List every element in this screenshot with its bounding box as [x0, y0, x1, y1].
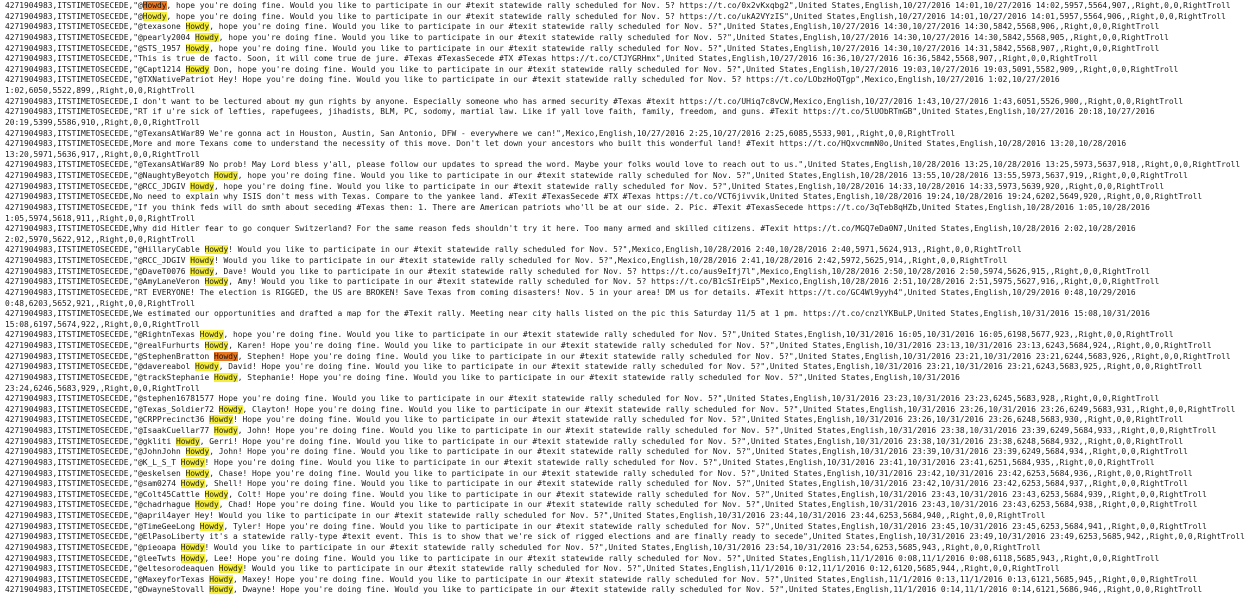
text-line — [5, 554, 1200, 565]
text-line — [5, 75, 1200, 86]
text-segment: 4271904983,ITSTIMETOSECEDE,"@texasone — [5, 22, 186, 32]
text-line — [5, 171, 1200, 182]
text-segment: , John! Hope you're doing fine. Would you like to participate in our #texit statewide rally scheduled for Nov. 5?",United States,English,10/31/2016 23:39,10/31/2016 23:39,6249,5684,934,,Right,0,0,RightTroll — [209, 447, 1188, 457]
search-match-highlight: Howdy — [195, 500, 219, 510]
search-match-highlight: Howdy — [209, 574, 234, 584]
text-segment: , John! Hope you're doing fine. Would you like to participate in our #texit statewide rally scheduled for Nov. 5?",United States,English,10/31/2016 23:38,10/31/2016 23:39,6249,5684,933,,Right,0,0,RightTroll — [237, 426, 1217, 435]
text-line — [5, 150, 1200, 161]
search-match-highlight: Howdy — [204, 277, 229, 287]
text-line — [5, 288, 1200, 299]
text-segment: , Maxey! Hope you're doing fine. Would you like to participate in our #texit statewide rally scheduled for Nov. 5?",United States,English,11/1/2016 0:13,11/1/2016 0:13,6121,5685,945,,Right,0,0,RightTroll — [233, 574, 1198, 584]
text-segment: 4271904983,ITSTIMETOSECEDE,"@AmyLaneVeron — [5, 277, 205, 287]
text-segment: 4271904983,ITSTIMETOSECEDE,"@JohnJohn — [5, 447, 186, 457]
text-segment: 4271904983,ITSTIMETOSECEDE,"@CRPPrecinct36 — [5, 415, 210, 425]
text-segment: , Stephen! Hope you're doing fine. Would you like to participate in our #texit statewide rally scheduled for Nov. 5?",United States,English,10/31/2016 23:21,10/31/2016 23:21,6244,5683,926,,Right,0,0,RightTroll — [237, 351, 1231, 361]
text-segment: 4271904983,ITSTIMETOSECEDE,"This is true de facto. Soon, it will come true de jure. #Texas #TexasSecede #TX #Texas https://t.co/CTJYGRHmx",United States,English,10/27/2016 16:36,10/27/2016 16:36,5842,5568,907,,Right,0,0,RightTroll — [5, 54, 1098, 64]
search-match-highlight: Howdy — [204, 489, 229, 499]
text-segment: 4271904983,ITSTIMETOSECEDE,"@april4ayer Hey! Would you like to participate in our #texit statewide rally scheduled for Nov. 5?",United States,English,10/31/2016 23:44,10/31/2016 23:44,6253,5684,940,,Right,0,0,RightTroll — [5, 511, 1046, 520]
search-match-highlight: Howdy — [176, 436, 200, 446]
search-match-highlight: Howdy — [199, 330, 224, 340]
text-line — [5, 330, 1200, 341]
text-line — [5, 341, 1212, 352]
text-segment: 4271904983,ITSTIMETOSECEDE,"@Texas_Soldier72 — [5, 404, 219, 414]
text-line — [5, 54, 1200, 65]
text-segment: 4271904983,ITSTIMETOSECEDE,"@trackStephanie — [5, 372, 215, 382]
search-match-highlight: Howdy — [180, 479, 205, 489]
text-segment: , Chase! Hope you're doing fine. Would you like to participate in our #texit statewide rally scheduled for Nov. 5?",United States,English,10/31/2016 23:42,10/31/2016 23:42,6253,5684,936,,Right,0,0,RightTroll — [209, 468, 1193, 478]
search-match-highlight: Howdy — [190, 256, 215, 265]
text-line — [5, 33, 1200, 44]
text-segment: , David! Hope you're doing fine. Would you like to participate in our #texit statewide rally scheduled for Nov. 5?",United States,English,10/31/2016 23:21,10/31/2016 23:21,6243,5683,925,,Right,0,0,RightTroll — [218, 362, 1203, 372]
text-line — [5, 182, 1200, 193]
text-line — [5, 469, 1200, 480]
search-match-highlight: Howdy — [195, 32, 219, 42]
search-match-highlight: Howdy — [185, 447, 210, 457]
text-segment: 4271904983,ITSTIMETOSECEDE,"@eskelsen — [5, 468, 186, 478]
text-segment: 4271904983,ITSTIMETOSECEDE,"@realFurhurts — [5, 341, 205, 350]
text-segment: 4271904983,ITSTIMETOSECEDE,"@NaughtyBeyotch — [5, 171, 215, 180]
text-line — [5, 564, 1200, 575]
search-match-highlight: Howdy — [185, 22, 210, 32]
search-match-highlight: Howdy — [190, 181, 215, 191]
text-segment: , hope you're doing fine. Would you like to participate in our #texit statewide rally scheduled for Nov. 5?",United States,English,10/27/2016 14:30,10/27/2016 14:31,5842,5568,907,,Right,0,0,RightTroll — [209, 43, 1160, 53]
text-line — [5, 394, 1200, 405]
text-segment: 4271904983,ITSTIMETOSECEDE,"If you think feds will do smth about seceding #Texas then: 1. There are American patriots who'll be at our side. 2. Pic. #Texit #TexasSecede https://t.co/3qTeb8qHZb,United States,English,10/28/2016 1:05,10/28/2016 — [5, 202, 1150, 212]
text-segment: 4271904983,ITSTIMETOSECEDE,"@TXNativePatriot Hey! Hope you're doing fine. Would you like to participate in our #texit statewide rally scheduled for Nov. 5? https://t.co/LObzHoQTgp",Mexico,English,10/27/2016 1:02,10/27/2016 — [5, 75, 1060, 85]
text-segment: 1:05,5974,5618,911,,Right,0,0,RightTroll — [5, 213, 196, 223]
text-segment: ! Would you like to participate in our #texit statewide rally scheduled for Nov. 5?",Mexico,English,10/28/2016 2:40,10/28/2016 2:40,5971,5624,913,,Right,0,0,RightTroll — [228, 245, 1022, 255]
text-segment: 4271904983,ITSTIMETOSECEDE,"@TexansAtWar89 We're gonna act in Houston, Austin, San Antonio, DFW - everywhere we can!",Mexico,English,10/27/2016 2:25,10/27/2016 2:25,6085,5533,901,,Right,0,0,RightTroll — [5, 128, 956, 138]
text-segment: , Amy! Would you like to participate in our #texit statewide rally scheduled for Nov. 5? https://t.co/B1cSIrEip5",Mexico,English,10/28/2016 2:51,10/28/2016 2:51,5975,5627,916,,Right,0,0,RightTroll — [228, 277, 1160, 287]
search-match-highlight: Howdy — [180, 457, 205, 467]
text-segment: 4271904983,ITSTIMETOSECEDE,"@ — [5, 11, 143, 21]
text-segment: 0:48,6203,5652,921,,Right,0,0,RightTroll — [5, 298, 196, 308]
text-line — [5, 256, 1200, 267]
text-segment: 4271904983,ITSTIMETOSECEDE,"@chadrhague — [5, 500, 196, 510]
current-search-match: Howdy — [142, 1, 167, 10]
text-segment: 2:02,5970,5622,912,,Right,0,0,RightTroll — [5, 234, 196, 244]
text-segment: 4271904983,ITSTIMETOSECEDE,"@RightnTexas — [5, 330, 200, 340]
text-segment: 20:19,5399,5586,910,,Right,0,0,RightTroll — [5, 117, 200, 127]
text-line — [5, 277, 1200, 288]
text-segment: , Chad! Hope you're doing fine. Would you like to participate in our #texit statewide rally scheduled for Nov. 5?",United States,English,10/31/2016 23:43,10/31/2016 23:43,6253,5684,938,,Right,0,0,RightTroll — [218, 500, 1198, 510]
text-line — [5, 511, 1200, 522]
search-match-highlight: Howdy — [214, 171, 238, 180]
text-segment: 4271904983,ITSTIMETOSECEDE,"@TimeGeeLong — [5, 521, 200, 531]
search-match-highlight: Howdy — [218, 564, 243, 574]
text-segment: 4271904983,ITSTIMETOSECEDE,"@gkliti — [5, 436, 177, 446]
text-line — [5, 192, 1203, 203]
text-segment: 4271904983,ITSTIMETOSECEDE,"@ — [5, 1, 143, 10]
text-segment: 4271904983,ITSTIMETOSECEDE,"@sam0274 — [5, 479, 181, 489]
text-segment: 4271904983,ITSTIMETOSECEDE,Why did Hitler fear to go conquer Switzerland? For the same reason feds shouldn't try it here. Too many armed and skilled citizens. #Texit https://t.co/MGQ7eDa0N7,United States,English,10/28/2016 2:02,10/28/2016 — [5, 224, 1136, 234]
text-segment: , Tyler! Hope you're doing fine. Would you like to participate in our #texit statewide rally scheduled for Nov. 5?",United States,English,10/31/2016 23:45,10/31/2016 23:45,6253,5684,941,,Right,0,0,RightTroll — [223, 521, 1207, 531]
text-line — [5, 309, 1200, 320]
search-match-highlight: Howdy — [214, 426, 238, 435]
text-segment: , Dwayne! Hope you're doing fine. Would you like to participate in our #texit statewide rally scheduled for Nov. 5?",United States,English,11/1/2016 0:14,11/1/2016 0:14,6121,5686,946,,Right,0,0,RightTroll — [233, 585, 1203, 595]
text-segment: 4271904983,ITSTIMETOSECEDE,"RT EVERYONE! The election is RIGGED, the US are BROKEN! Save Texas from coming disasters! Nov. 5 in your area! DM us for details. #Texit https://t.co/GC4Wl9yyh4",United States,English,10/29/2016 0:48,10/29/2016 — [5, 287, 1136, 297]
search-match-highlight: Howdy — [185, 43, 210, 53]
text-line — [5, 86, 1200, 97]
text-line — [5, 160, 1241, 171]
text-line — [5, 351, 1231, 363]
search-match-highlight: Howdy — [195, 362, 219, 372]
text-line — [5, 373, 1200, 384]
text-segment: , hope you're doing fine. Would you like to participate in our #texit statewide rally scheduled for Nov. 5?",United States,English,10/28/2016 13:55,10/28/2016 13:55,5973,5637,919,,Right,0,0,RightTroll — [237, 171, 1188, 180]
text-line — [5, 214, 1200, 225]
text-segment: 4271904983,ITSTIMETOSECEDE,We estimated our opportunities and drafted a map for the #Texit rally. Meeting near city halls listed on the pic this Saturday 11/5 at 1 pm. https://t.co/cnzlYKBuLP,United States,English,10/31/2016 15:08,10/31/2016 — [5, 309, 1150, 319]
text-segment: 4271904983,ITSTIMETOSECEDE,"@IsaakCuellar77 — [5, 426, 215, 435]
text-segment: 4271904983,ITSTIMETOSECEDE,"@ElPasoLiberty it's a statewide rally-type #texit event. This is to show that we're sick of rigged elections and are finally ready to secede",United States,English,10/31/2016 23:49,10/31/2016 23:49,6253,5685,942,,Right,0,0,RightTroll — [5, 532, 1245, 542]
text-segment: 4271904983,ITSTIMETOSECEDE,"@Colt45Cattle — [5, 489, 205, 499]
search-match-highlight: Howdy — [185, 64, 210, 74]
text-line — [5, 415, 1200, 426]
text-segment: 4271904983,ITSTIMETOSECEDE,"@StephenBratton — [5, 351, 215, 361]
text-segment: 4271904983,ITSTIMETOSECEDE,"@K_L_S_T — [5, 457, 181, 467]
text-segment: 4271904983,ITSTIMETOSECEDE,"@RCC_JDGIV — [5, 256, 191, 265]
text-line — [5, 532, 1245, 543]
text-segment: 4271904983,ITSTIMETOSECEDE,"@davereabol — [5, 362, 196, 372]
text-line — [5, 426, 1217, 437]
text-segment: , Karen! Hope you're doing fine. Would you like to participate in our #texit statewide rally scheduled for Nov. 5?",United States,English,10/31/2016 23:13,10/31/2016 23:13,6243,5684,924,,Right,0,0,RightTroll — [228, 341, 1212, 350]
current-search-match: Howdy — [214, 351, 238, 361]
text-segment: 4271904983,ITSTIMETOSECEDE,"@DwayneStovall — [5, 585, 210, 595]
text-segment: ! Would you like to participate in our #texit statewide rally scheduled for Nov. 5?",Mexico,English,10/28/2016 2:41,10/28/2016 2:42,5972,5625,914,,Right,0,0,RightTroll — [214, 256, 1008, 265]
text-segment: 1:02,6050,5522,899,,Right,0,0,RightTroll — [5, 86, 196, 95]
text-segment: 4271904983,ITSTIMETOSECEDE,"@stephen16781577 Hope you're doing fine. Would you like to participate in our #texit statewide rally scheduled for Nov. 5?",United States,English,10/31/2016 23:23,10/31/2016 23:23,6245,5683,928,,Right,0,0,RightTroll — [5, 394, 1160, 404]
text-line — [5, 1, 1231, 12]
search-match-highlight: Howdy — [142, 11, 167, 21]
text-line — [5, 479, 1200, 490]
text-line — [5, 65, 1200, 76]
text-segment: ! Hope you're doing fine. Would you like to participate in our #texit statewide rally scheduled for Nov. 5?",United States,English,10/31/2016 23:26,10/31/2016 23:26,6248,5683,930,,Right,0,0,RightTroll — [233, 415, 1184, 425]
text-segment: ! Would you like to participate in our #texit statewide rally scheduled for Nov. 5?",United States,English,11/1/2016 0:12,11/1/2016 0:12,6120,5685,944,,Right,0,0,RightTroll — [242, 564, 1060, 574]
search-match-highlight: Howdy — [185, 468, 210, 478]
text-segment: 23:24,6246,5683,929,,Right,0,0,RightTroll — [5, 383, 200, 393]
text-segment: , hope you're doing fine. Would you like to participate in our #texit statewide rally scheduled for Nov. 5? https://t.co/ukA2VYzIS",United States,English,10/27/2016 14:01,10/27/2016 14:01,5957,5564,906,,Right,0,0,RightTroll — [166, 11, 1226, 21]
text-line — [5, 437, 1200, 448]
text-line — [5, 139, 1200, 150]
text-segment: 4271904983,ITSTIMETOSECEDE,"@DaveT0076 — [5, 266, 191, 276]
text-segment: 4271904983,ITSTIMETOSECEDE,"@Capt1214 — [5, 64, 186, 74]
search-match-highlight: Howdy — [204, 341, 229, 350]
text-segment: , hope you're doing fine. Would you like to participate in our #texit statewide rally scheduled for Nov. 5?",United States,English,10/31/2016 16:05,10/31/2016 16:05,6198,5677,923,,Right,0,0,RightTroll — [223, 330, 1174, 340]
text-line — [5, 543, 1200, 554]
text-line — [5, 245, 1200, 256]
text-segment: 4271904983,ITSTIMETOSECEDE,No need to explain why ISIS don't mess with Texas. Compare to the yankee land. #Texit #TexasSecede #TX #Texas https://t.co/VCT6jivvik,United States,English,10/28/2016 19:24,10/28/2016 19:24,6202,5649,920,,Right,0,0,RightTroll — [5, 192, 1203, 202]
text-line — [5, 11, 1226, 23]
text-segment: 4271904983,ITSTIMETOSECEDE,"@eltesorodeaquen — [5, 564, 219, 574]
text-segment: ! Hope you're doing fine. Would you like to participate in our #texit statewide rally scheduled for Nov. 5?",United States,English,10/31/2016 23:41,10/31/2016 23:41,6251,5684,935,,Right,0,0,RightTroll — [204, 457, 1155, 467]
text-segment: 4271904983,ITSTIMETOSECEDE,"@pearly2004 — [5, 32, 196, 42]
text-line — [5, 404, 1236, 416]
search-match-highlight: Howdy — [204, 245, 229, 255]
search-match-highlight: Howdy — [180, 553, 205, 563]
text-line — [5, 44, 1200, 55]
text-line — [5, 500, 1200, 511]
text-segment: 4271904983,ITSTIMETOSECEDE,"@pieoapa — [5, 542, 181, 552]
search-match-highlight: Howdy — [190, 266, 215, 276]
text-segment: 4271904983,ITSTIMETOSECEDE,"@leeTwts — [5, 553, 181, 563]
text-line — [5, 118, 1200, 129]
search-match-highlight: Howdy — [209, 585, 234, 595]
text-line — [5, 447, 1200, 458]
text-line — [5, 575, 1200, 586]
text-segment: , Gerri! Hope you're doing fine. Would you like to participate in our #texit statewide rally scheduled for Nov. 5?",United States,English,10/31/2016 23:38,10/31/2016 23:38,6248,5684,932,,Right,0,0,RightTroll — [199, 436, 1184, 446]
text-segment: , hope you're doing fine. Would you like to participate in our #texit statewide rally scheduled for Nov. 5? https://t.co/0x2vKxqbg2",United States,English,10/27/2016 14:01,10/27/2016 14:02,5957,5564,907,,Right,0,0,RightTroll — [166, 1, 1231, 10]
text-line — [5, 107, 1200, 118]
text-line — [5, 129, 1200, 140]
text-segment: , Shell! Hope you're doing fine. Would you like to participate in our #texit statewide rally scheduled for Nov. 5?",United States,English,10/31/2016 23:42,10/31/2016 23:42,6253,5684,937,,Right,0,0,RightTroll — [204, 479, 1188, 489]
search-match-highlight: Howdy — [180, 542, 205, 552]
text-segment: Don, hope you're doing fine. Would you like to participate in our #texit statewide rally scheduled for Nov. 5?",United States,English,10/27/2016 19:03,10/27/2016 19:03,5091,5582,909,,Right,0,0,RightTroll — [209, 64, 1179, 74]
text-segment: ! Would you like to participate in our #texit statewide rally scheduled for Nov. 5?",United States,English,10/31/2016 23:54,10/31/2016 23:54,6253,5685,943,,Right,0,0,RightTroll — [204, 542, 1041, 552]
text-line — [5, 267, 1200, 278]
text-segment: 13:20,5971,5636,917,,Right,0,0,RightTroll — [5, 149, 200, 159]
text-segment: , hope you're doing fine. Would you like to participate in our #texit statewide rally scheduled for Nov. 5?",United States,English,10/27/2016 14:30,10/27/2016 14:30,5842,5568,906,,Right,0,0,RightTroll — [209, 22, 1160, 32]
text-segment: 4271904983,ITSTIMETOSECEDE,"RT if u're sick of lefties, rapefugees, jihadists, BLM, PC, sodomy, martial law. Like if yall love faith, family, freedom, and guns. #Texit https://t.co/5lUObRTmGB",United States,English,10/27/2016 20:18,10/27/2016 — [5, 107, 1155, 117]
text-line — [5, 22, 1200, 33]
text-line — [5, 224, 1200, 235]
text-line — [5, 458, 1200, 469]
search-match-highlight: Howdy — [199, 521, 224, 531]
text-segment: 4271904983,ITSTIMETOSECEDE,I don't want to be lectured about my gun rights by anyone. Especially someone who has armed security #Texas #texit https://t.co/UHiq7c8vCW,Mexico,English,10/27/2016 1:43,10/27/2016 1:43,6051,5526,900,,Right,0,0,RightTroll — [5, 96, 1184, 106]
text-segment: , Stephanie! Hope you're doing fine. Would you like to participate in our #texit statewide rally scheduled for Nov. 5?",United States,English,10/31/2016 — [237, 372, 960, 382]
text-line — [5, 384, 1200, 395]
search-match-highlight: Howdy — [209, 415, 234, 425]
text-line — [5, 299, 1200, 310]
text-segment: 4271904983,ITSTIMETOSECEDE,"@HillaryCable — [5, 245, 205, 255]
text-segment: , hope you're doing fine. Would you like to participate in our #texit statewide rally scheduled for Nov. 5?",United States,English,10/27/2016 14:30,10/27/2016 14:30,5842,5568,905,,Right,0,0,RightTroll — [218, 32, 1169, 42]
search-match-highlight: Howdy — [214, 372, 238, 382]
text-segment: , Colt! Hope you're doing fine. Would you like to participate in our #texit statewide rally scheduled for Nov. 5?",United States,English,10/31/2016 23:43,10/31/2016 23:43,6253,5684,939,,Right,0,0,RightTroll — [228, 489, 1207, 499]
text-segment: 4271904983,ITSTIMETOSECEDE,"@STS_1957 — [5, 43, 186, 53]
text-segment: 4271904983,ITSTIMETOSECEDE,More and more Texans come to understand the necessity of this move. Don't let down your ancestors who built this wonderful land! #Texit https://t.co/HQxvcmmN0o,United States,English,10/28/2016 13:20,10/28/2016 — [5, 139, 1127, 149]
text-line — [5, 489, 1207, 501]
text-segment: , hope you're doing fine. Would you like to participate in our #texit statewide rally scheduled for Nov. 5?",United States,English,10/28/2016 14:33,10/28/2016 14:33,5973,5639,920,,Right,0,0,RightTroll — [214, 181, 1165, 191]
text-line — [5, 521, 1207, 533]
text-line — [5, 585, 1203, 596]
text-line — [5, 235, 1200, 246]
text-segment: 4271904983,ITSTIMETOSECEDE,"@TexansAtWar89 No prob! May Lord bless y'all, please follow our updates to spread the word. Maybe your folks would love to reach out to us.",United States,English,10/28/2016 13:25,10/28/2016 13:25,5973,5637,918,,Right,0,0,RightTroll — [5, 160, 1241, 170]
text-line — [5, 362, 1203, 373]
text-segment: , Lee! Hope you're doing fine. Would you like to participate in our #texit statewide rally scheduled for Nov. 5?",United States,English,11/1/2016 0:08,11/1/2016 0:08,6118,5685,943,,Right,0,0,RightTroll — [204, 553, 1160, 563]
text-segment: 4271904983,ITSTIMETOSECEDE,"@RCC_JDGIV — [5, 181, 191, 191]
text-line — [5, 203, 1200, 214]
text-line — [5, 97, 1200, 108]
search-match-highlight: Howdy — [218, 404, 243, 414]
text-segment: , Dave! Would you like to participate in our #texit statewide rally scheduled for Nov. 5? https://t.co/aus9eIfj7l",Mexico,English,10/28/2016 2:50,10/28/2016 2:50,5974,5626,915,,Right,0,0,RightTroll — [214, 266, 1150, 276]
text-segment: , Clayton! Hope you're doing fine. Would you like to participate in our #texit statewide rally scheduled for Nov. 5?",United States,English,10/31/2016 23:26,10/31/2016 23:26,6249,5683,931,,Right,0,0,RightTroll — [242, 404, 1236, 414]
text-segment: 15:08,6197,5674,922,,Right,0,0,RightTroll — [5, 319, 200, 329]
text-line — [5, 320, 1200, 331]
text-segment: 4271904983,ITSTIMETOSECEDE,"@MaxeyforTexas — [5, 574, 210, 584]
